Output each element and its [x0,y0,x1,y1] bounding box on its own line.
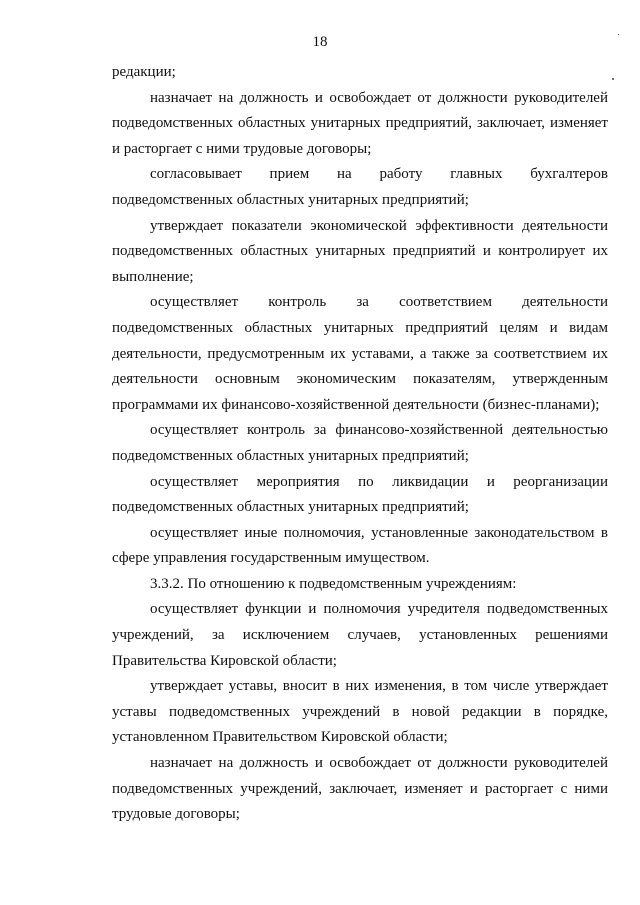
scan-speck [618,34,619,35]
paragraph-4: утверждает показатели экономической эффективности деятельности подведомственных областных унитарных предприятий и контролирует их выполнение; [112,217,608,285]
paragraph-3: согласовывает прием на работу главных бухгалтеров подведомственных областных унитарных предприятий; [112,166,608,208]
paragraph-5: осуществляет контроль за соответствием деятельности подведомственных областных унитарных предприятий целям и видам деятельности, предусмотренным их уставами, а также за соответствием их деятельности основным экономическим показателям, утвержденным программами их финансово-хозяйственной деятельности (бизнес-планами); [112,294,608,413]
paragraph-10: осуществляет функции и полномочия учредителя подведомственных учреждений, за исключением случаев, установленных решениями Правительства Кировской области; [112,601,608,669]
paragraph-6: осуществляет контроль за финансово-хозяйственной деятельностью подведомственных областных унитарных предприятий; [112,422,608,464]
page-number: 18 [312,34,328,50]
paragraph-7: осуществляет мероприятия по ликвидации и реорганизации подведомственных областных унитарных предприятий; [112,473,608,516]
paragraph-8: осуществляет иные полномочия, установленные законодательством в сфере управления государственным имуществом. [112,524,608,567]
scan-speck [612,78,614,80]
body-text [112,60,608,828]
paragraph-2: назначает на должность и освобождает от должности руководителей подведомственных областных унитарных предприятий, заключает, изменяет и расторгает с ними трудовые договоры; [112,89,608,157]
section-heading-3-3-2: 3.3.2. По отношению к подведомственным учреждениям: [150,575,517,592]
paragraph-12: назначает на должность и освобождает от должности руководителей подведомственных учреждений, заключает, изменяет и расторгает с ними трудовые договоры; [112,755,608,823]
paragraph-1: редакции; [112,64,176,80]
paragraph-11: утверждает уставы, вносит в них изменения, в том числе утверждает уставы подведомственных учреждений в новой редакции в порядке, установленном Правительством Кировской области; [112,678,608,746]
